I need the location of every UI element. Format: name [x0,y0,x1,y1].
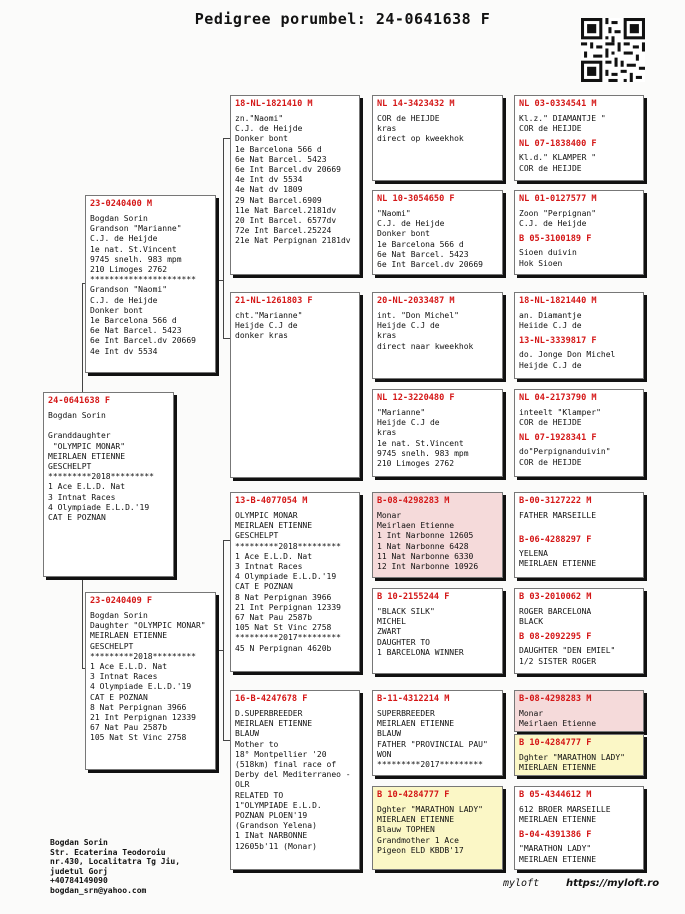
pigeon-notes: inteelt "Klamper" COR de HEIJDE [519,408,601,428]
pigeon-notes: int. "Don Michel" Heijde C.J de kras direct naar kweekhok [377,311,474,351]
ring-number: B-04-4391386 F [519,830,592,841]
pedigree-card-ss-sire [372,95,503,181]
ring-number: NL 03-0334541 M [519,99,597,109]
pedigree-card-gen4-pair-3 [514,292,644,379]
connector-line [216,280,224,281]
ring-number: B-00-3127222 M [519,496,592,506]
pedigree-card-subject [43,392,174,577]
pedigree-card-gen4-g14 [514,734,644,776]
pedigree-card-ds-sire [372,492,503,578]
ring-number: B 10-2155244 F [377,592,450,602]
qr-code-icon [581,18,645,82]
ring-number: 24-0641638 F [48,396,111,406]
pigeon-notes: "BLACK SILK" MICHEL ZWART DAUGHTER TO 1 BARCELONA WINNER [377,607,464,657]
pedigree-card-dd-sire [372,690,503,776]
ring-number: B-06-4288297 F [519,535,592,546]
ring-number: 13-NL-3339817 F [519,336,597,347]
pigeon-notes: cht."Marianne" Heijde C.J de donker kras [235,311,303,341]
ring-number: B-11-4312214 M [377,694,450,704]
pigeon-notes: an. Diamantje Heiide C.J de [519,311,582,331]
ring-number: 18-NL-1821410 M [235,99,313,109]
pedigree-card-gen4-g13 [514,690,644,732]
pigeon-notes: D.SUPERBREEDER MEIRLAEN ETIENNE BLAUW Mother to 18° Montpellier '20 (518km) final race of Derby del Mediterraneo - OLR RELATED TO 1"OLYMPIADE E.L.D. POZNAN PLOEN'19 (Grandson Yelena) 1 INat NARBONNE 12605b'11 (Monar) [235,709,351,851]
ring-number: B-08-4298283 M [519,694,592,704]
connector-line [223,138,224,338]
pedigree-card-gen4-pair-6 [514,588,644,674]
connector-line [82,578,83,668]
pigeon-notes: "Marianne" Heijde C.J de kras 1e nat. St.Vincent 9745 snelh. 983 mpm 210 Limoges 2762 [377,408,469,469]
ring-number: NL 12-3220480 F [377,393,455,403]
pedigree-card-gen4-pair-5 [514,492,644,578]
pedigree-card-sd-dam [372,389,503,477]
pigeon-notes: ROGER BARCELONA BLACK [519,607,592,627]
ring-number: 23-0240409 F [90,596,153,606]
pigeon-notes: COR de HEIJDE kras direct op kweekhok [377,114,464,144]
pigeon-notes: do"Perpignanduivin" COR de HEIJDE [519,447,611,467]
pigeon-notes: SUPERBREEDER MEIRLAEN ETIENNE BLAUW FATHER "PROVINCIAL PAU" WON *********2017********* [377,709,488,770]
myloft-logo: myloft [503,878,540,889]
ring-number: NL 07-1838400 F [519,139,597,150]
pigeon-notes: YELENA MEIRLAEN ETIENNE [519,549,597,569]
pigeon-notes: Zoon "Perpignan" C.J. de Heijde [519,209,597,229]
pedigree-card-gen4-pair-8 [514,786,644,870]
ring-number: 16-B-4247678 F [235,694,308,704]
pigeon-notes: Kl.d." KLAMPER " COR de HEIJDE [519,153,597,173]
pigeon-notes: Monar Meirlaen Etienne 1 Int Narbonne 12605 1 Nat Narbonne 6428 11 Nat Narbonne 6330 12 Int Narbonne 10926 [377,511,479,572]
pedigree-card-ds-dam [372,588,503,674]
ring-number: NL 04-2173790 M [519,393,597,403]
ring-number: B 08-2092295 F [519,632,592,643]
connector-line [223,540,224,740]
pedigree-card-sire [85,195,216,373]
pigeon-notes: Sioen duivin Hok Sioen [519,248,577,268]
ring-number: 23-0240400 M [90,199,153,209]
ring-number: B 10-4284777 F [377,790,450,800]
pigeon-notes: FATHER MARSEILLE [519,511,597,520]
ring-number: B 05-3100189 F [519,234,592,245]
ring-number: 21-NL-1261803 F [235,296,313,306]
connector-line [216,650,224,651]
pedigree-card-gen4-pair-2 [514,190,644,275]
pedigree-card-gen4-pair-4 [514,389,644,477]
ring-number: NL 10-3054650 F [377,194,455,204]
ring-number: NL 14-3423432 M [377,99,455,109]
page-title: Pedigree porumbel: 24-0641638 F [194,10,491,28]
owner-contact: Bogdan Sorin Str. Ecaterina Teodoroiu nr.430, Localitatra Tg Jiu, judetul Gorj +40784149090 bogdan_srn@yahoo.com [50,838,181,895]
ring-number: B 05-4344612 M [519,790,592,800]
pigeon-notes: 612 BROER MARSEILLE MEIRLAEN ETIENNE [519,805,611,825]
footer-url[interactable]: https://myloft.ro [566,878,660,889]
pedigree-card-sire-dam [230,292,360,478]
pigeon-notes: Dghter "MARATHON LADY" MIERLAEN ETIENNE Blauw TOPHEN Grandmother 1 Ace Pigeon ELD KBDB'17 [377,805,483,855]
pigeon-notes: "Naomi" C.J. de Heijde Donker bont 1e Barcelona 566 d 6e Nat Barcel. 5423 6e Int Barcel.dv 20669 [377,209,483,270]
pigeon-notes: "MARATHON LADY" MEIRLAEN ETIENNE [519,844,597,864]
ring-number: B 03-2010062 M [519,592,592,602]
pigeon-notes: Dghter "MARATHON LADY" MIERLAEN ETIENNE [519,753,625,773]
ring-number: B 10-4284777 F [519,738,592,748]
pedigree-card-dam-sire [230,492,360,672]
pigeon-notes: zn."Naomi" C.J. de Heijde Donker bont 1e Barcelona 566 d 6e Nat Barcel. 5423 6e Int Barcel.dv 20669 4e Int dv 5534 4e Nat dv 1809 29 Nat Barcel.6909 11e Nat Barcel.2181dv 20 Int Barcel. 6577dv 72e Int Barcel.25224 21e Nat Perpignan 2181dv [235,114,351,246]
connector-line [82,283,83,393]
pedigree-card-dd-dam [372,786,503,870]
pigeon-notes: Bogdan Sorin Grandson "Marianne" C.J. de Heijde 1e nat. St.Vincent 9745 snelh. 983 mpm 210 Limoges 2762 ********************** Grandson "Naomi" C.J. de Heijde Donker bont 1e Barcelona 566 d 6e Nat Barcel. 5423 6e Int Barcel.dv 20669 4e Int dv 5534 [90,214,196,356]
pigeon-notes: DAUGHTER "DEN EMIEL" 1/2 SISTER ROGER [519,646,616,666]
pedigree-card-sd-sire [372,292,503,379]
pigeon-notes: Kl.z." DIAMANTJE " COR de HEIJDE [519,114,606,134]
ring-number: B-08-4298283 M [377,496,450,506]
ring-number: NL 07-1928341 F [519,433,597,444]
pigeon-notes: Monar Meirlaen Etienne [519,709,597,729]
pedigree-card-ss-dam [372,190,503,275]
pedigree-card-dam-dam [230,690,360,870]
pigeon-notes: Bogdan Sorin Granddaughter "OLYMPIC MONAR" MEIRLAEN ETIENNE GESCHELPT *********2018********* 1 Ace E.L.D. Nat 3 Intnat Races 4 Olympiade E.L.D.'19 CAT E POZNAN [48,411,154,523]
pedigree-card-sire-sire [230,95,360,275]
ring-number: NL 01-0127577 M [519,194,597,204]
pedigree-card-dam [85,592,216,770]
ring-number: 20-NL-2033487 M [377,296,455,306]
pigeon-notes: do. Jonge Don Michel Heijde C.J de [519,350,616,370]
ring-number: 18-NL-1821440 M [519,296,597,306]
pigeon-notes: Bogdan Sorin Daughter "OLYMPIC MONAR" MEIRLAEN ETIENNE GESCHELPT *********2018********* 1 Ace E.L.D. Nat 3 Intnat Races 4 Olympiade E.L.D.'19 CAT E POZNAN 8 Nat Perpignan 3966 21 Int Perpignan 12339 67 Nat Pau 2587b 105 Nat St Vinc 2758 [90,611,206,743]
pigeon-notes: OLYMPIC MONAR MEIRLAEN ETIENNE GESCHELPT *********2018********* 1 Ace E.L.D. Nat 3 Intnat Races 4 Olympiade E.L.D.'19 CAT E POZNAN 8 Nat Perpignan 3966 21 Int Perpignan 12339 67 Nat Pau 2587b 105 Nat St Vinc 2758 *********2017********* 45 N Perpignan 4620b [235,511,341,653]
ring-number: 13-B-4077054 M [235,496,308,506]
pedigree-card-gen4-pair-1 [514,95,644,181]
